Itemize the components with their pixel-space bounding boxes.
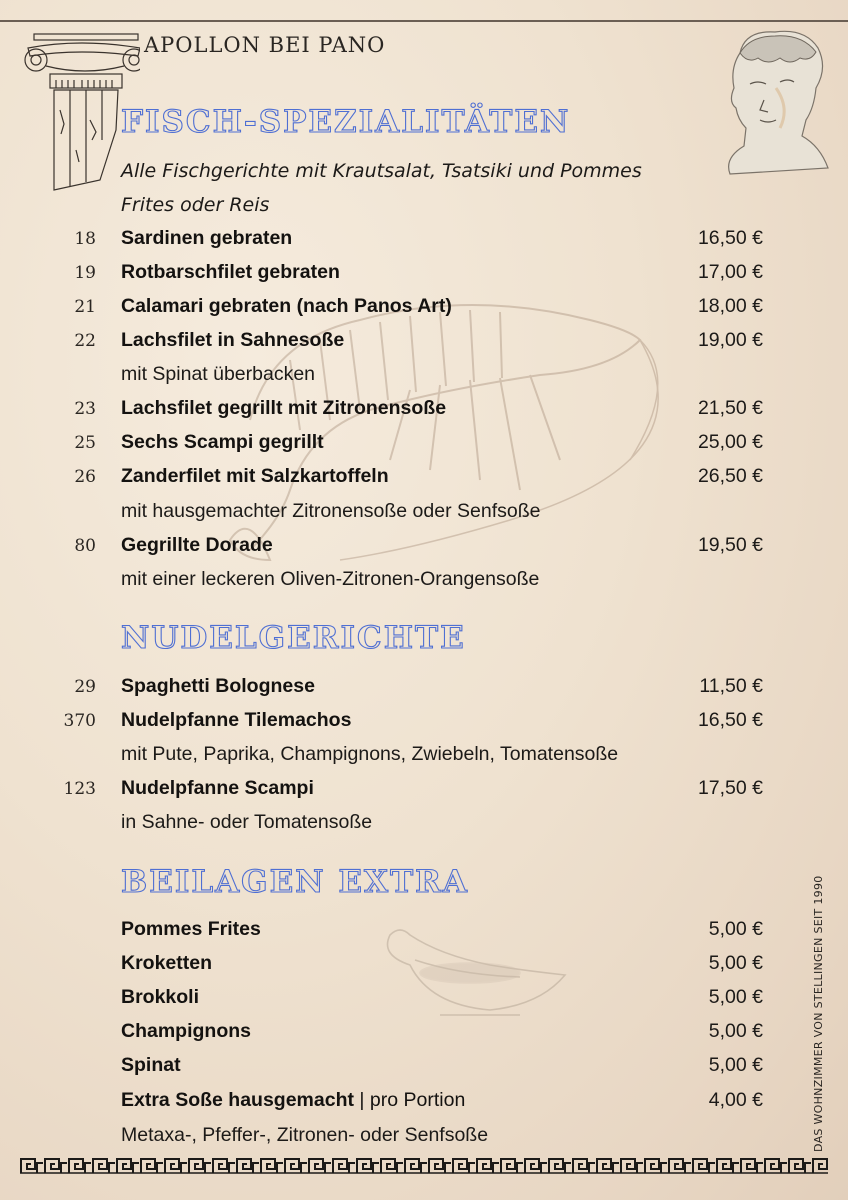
menu-item	[0, 1050, 848, 1084]
subtitle-line-2: Frites oder Reis	[121, 194, 270, 216]
item-name: Lachsfilet gegrillt mit Zitronensoße	[121, 397, 447, 419]
menu-item	[0, 461, 848, 495]
menu-item	[0, 325, 848, 359]
item-description: in Sahne- oder Tomatensoße	[121, 811, 373, 833]
item-number: 26	[74, 467, 96, 487]
item-price: 5,00 €	[708, 986, 763, 1008]
menu-item	[0, 671, 848, 705]
item-price: 11,50 €	[699, 675, 763, 697]
item-price: 26,50 €	[697, 465, 763, 487]
item-price: 17,00 €	[697, 261, 763, 283]
item-price: 19,00 €	[697, 329, 763, 351]
item-name: Kroketten	[121, 952, 213, 974]
item-description: mit hausgemachter Zitronensoße oder Senfsoße	[121, 500, 541, 522]
item-name-note: | pro Portion	[354, 1089, 466, 1111]
item-number: 19	[74, 263, 96, 283]
item-description: mit Spinat überbacken	[121, 363, 316, 385]
item-number: 18	[74, 229, 96, 249]
item-number: 123	[63, 779, 96, 799]
item-name: Extra Soße hausgemacht	[121, 1089, 354, 1111]
item-name: Nudelpfanne Scampi	[121, 777, 314, 799]
item-name: Rotbarschfilet gebraten	[121, 261, 340, 283]
item-name: Pommes Frites	[121, 918, 261, 940]
item-price: 16,50 €	[697, 227, 763, 249]
item-name: Zanderfilet mit Salzkartoffeln	[121, 465, 389, 487]
menu-item	[0, 291, 848, 325]
menu-item	[0, 773, 848, 807]
menu-item	[0, 223, 848, 257]
menu-item	[0, 705, 848, 739]
item-number: 80	[74, 536, 96, 556]
greek-meander-border-icon	[20, 1158, 828, 1174]
item-price: 18,00 €	[697, 295, 763, 317]
item-description: Metaxa-, Pfeffer-, Zitronen- oder Senfsoße	[121, 1124, 489, 1146]
item-name: Brokkoli	[121, 986, 200, 1008]
item-price: 19,50 €	[697, 534, 763, 556]
item-name: Sardinen gebraten	[121, 227, 293, 249]
menu-item	[0, 257, 848, 291]
menu-item	[0, 914, 848, 948]
section-title-beilagen: BEILAGEN EXTRA	[121, 864, 469, 900]
menu-item	[0, 982, 848, 1016]
item-price: 21,50 €	[697, 397, 763, 419]
item-price: 16,50 €	[697, 709, 763, 731]
item-number: 22	[74, 331, 96, 351]
item-number: 23	[74, 399, 96, 419]
side-tagline: DAS WOHNZIMMER VON STELLINGEN SEIT 1990	[812, 875, 825, 1152]
menu-item	[0, 1016, 848, 1050]
item-name: Calamari gebraten (nach Panos Art)	[121, 295, 452, 317]
menu-item	[0, 427, 848, 461]
item-name: Nudelpfanne Tilemachos	[121, 709, 352, 731]
item-number: 25	[74, 433, 96, 453]
menu-item	[0, 530, 848, 564]
item-price: 5,00 €	[708, 1054, 763, 1076]
item-price: 5,00 €	[708, 952, 763, 974]
menu-item	[0, 393, 848, 427]
menu-item	[0, 1085, 848, 1119]
item-price: 5,00 €	[708, 1020, 763, 1042]
item-name: Gegrillte Dorade	[121, 534, 273, 556]
item-price: 5,00 €	[708, 918, 763, 940]
item-number: 29	[74, 677, 96, 697]
top-rule	[0, 20, 848, 22]
menu-item	[0, 948, 848, 982]
section-title-nudel: NUDELGERICHTE	[121, 620, 466, 656]
item-name: Spaghetti Bolognese	[121, 675, 315, 697]
section-title-fisch: FISCH-SPEZIALITÄTEN	[121, 104, 571, 140]
item-number: 21	[74, 297, 96, 317]
item-description: mit Pute, Paprika, Champignons, Zwiebeln, Tomatensoße	[121, 743, 619, 765]
section-subtitle-fisch	[121, 154, 741, 222]
item-price: 17,50 €	[697, 777, 763, 799]
item-name: Lachsfilet in Sahnesoße	[121, 329, 345, 351]
subtitle-line-1: Alle Fischgerichte mit Krautsalat, Tsatsiki und Pommes	[121, 160, 642, 182]
item-name-wrap	[121, 1089, 465, 1112]
item-number: 370	[63, 711, 96, 731]
item-description: mit einer leckeren Oliven-Zitronen-Orangensoße	[121, 568, 540, 590]
item-name: Sechs Scampi gegrillt	[121, 431, 324, 453]
item-name: Champignons	[121, 1020, 251, 1042]
item-price: 25,00 €	[697, 431, 763, 453]
restaurant-brand: APOLLON BEI PANO	[144, 33, 386, 57]
item-name: Spinat	[121, 1054, 181, 1076]
item-price: 4,00 €	[708, 1089, 763, 1111]
